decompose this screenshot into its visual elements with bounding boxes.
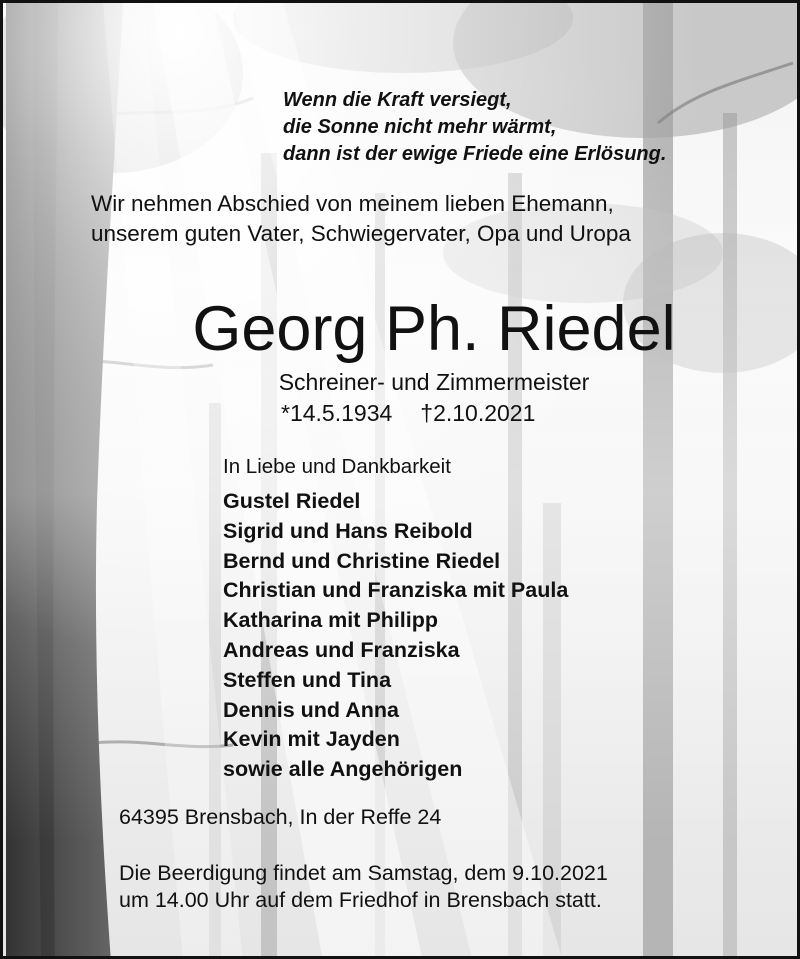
mourner-entry: Sigrid und Hans Reibold (223, 518, 473, 543)
verse-line: dann ist der ewige Friede eine Erlösung. (283, 143, 667, 165)
farewell-intro (91, 189, 631, 249)
signoff-line: In Liebe und Dankbarkeit (223, 455, 451, 478)
birth-date: *14.5.1934 (281, 400, 393, 426)
death-date: †2.10.2021 (420, 400, 536, 426)
mourner-entry: Dennis und Anna (223, 697, 399, 722)
verse-line: die Sonne nicht mehr wärmt, (283, 116, 557, 138)
mourner-entry: Kevin mit Jayden (223, 727, 400, 752)
deceased-profession: Schreiner- und Zimmermeister (278, 369, 590, 395)
mourners-list (223, 487, 568, 785)
funeral-line: um 14.00 Uhr auf dem Friedhof in Brensbach statt. (119, 888, 602, 912)
intro-line: unserem guten Vater, Schwiegervater, Opa und Uropa (91, 221, 631, 246)
funeral-line: Die Beerdigung findet am Samstag, dem 9.10.2021 (119, 861, 608, 885)
deceased-name: Georg Ph. Riedel (192, 294, 676, 364)
mourner-entry: Christian und Franziska mit Paula (223, 578, 569, 603)
notice-content (3, 3, 800, 959)
mourner-entry: Gustel Riedel (223, 489, 361, 513)
funeral-info (119, 860, 608, 914)
memorial-verse (283, 87, 666, 168)
mourner-entry: Steffen und Tina (223, 667, 392, 692)
mourner-entry: Katharina mit Philipp (223, 608, 439, 633)
life-dates (281, 398, 535, 428)
mourner-entry: Bernd und Christine Riedel (223, 548, 501, 573)
verse-line: Wenn die Kraft versiegt, (283, 89, 512, 111)
family-address: 64395 Brensbach, In der Reffe 24 (119, 805, 442, 829)
mourner-entry: Andreas und Franziska (223, 637, 460, 662)
mourner-entry: sowie alle Angehörigen (223, 757, 463, 782)
intro-line: Wir nehmen Abschied von meinem lieben Ehemann, (91, 191, 614, 216)
